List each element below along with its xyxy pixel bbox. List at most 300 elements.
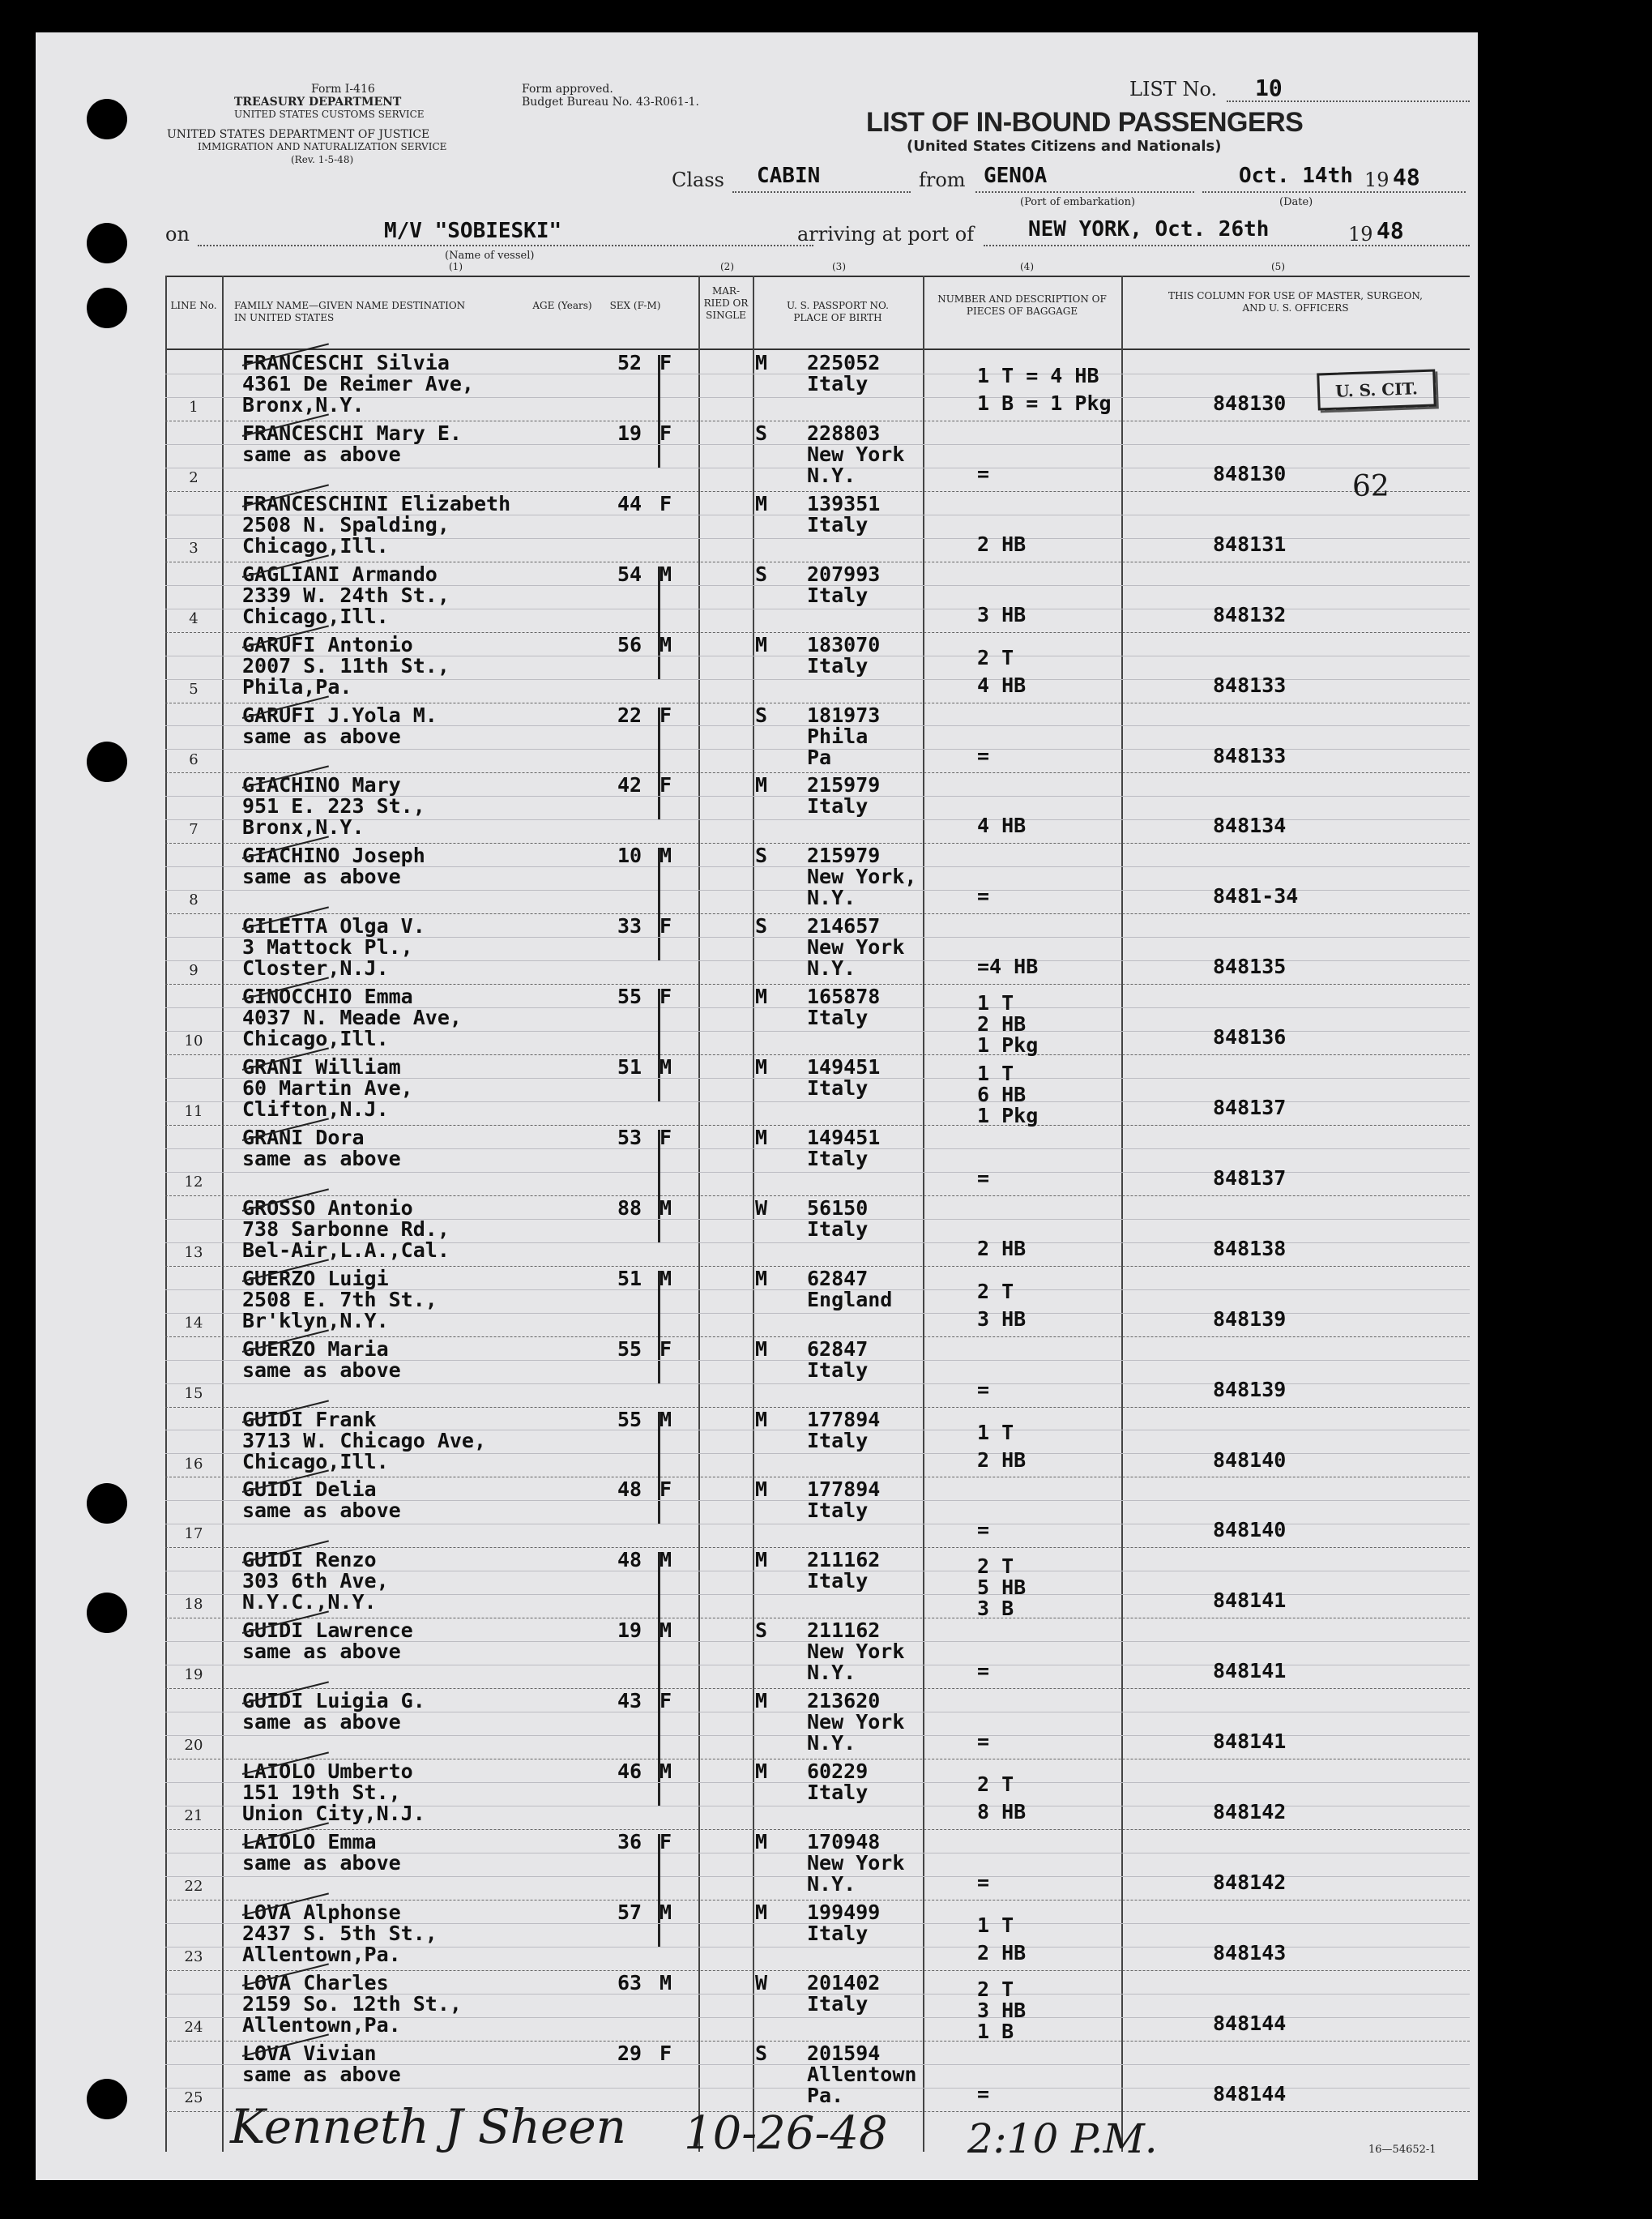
marital-status: M <box>755 1477 768 1502</box>
arriving-line <box>984 245 1470 246</box>
date-line <box>1202 191 1466 193</box>
baggage-item: 1 T <box>977 991 1014 1015</box>
line-number: 23 <box>184 1948 203 1965</box>
passenger-name: GUERZO Maria <box>242 1336 389 1361</box>
passport-number: 139351 <box>807 491 881 515</box>
passport-number: 62847 <box>807 1336 869 1361</box>
age: 88 <box>617 1195 642 1220</box>
us-citizen-stamp: U. S. CIT. <box>1317 369 1436 410</box>
page-title: LIST OF IN-BOUND PASSENGERS <box>866 107 1304 138</box>
destination-city: Union City,N.J. <box>242 1802 425 1825</box>
passenger-name: FRANCESCHINI Elizabeth <box>242 491 511 515</box>
sex: F <box>660 2041 672 2065</box>
class-line <box>732 191 911 193</box>
destination-address: same as above <box>242 1710 401 1734</box>
baggage-item: 2 T <box>977 1554 1014 1579</box>
officer-number: 848141 <box>1213 1588 1287 1613</box>
baggage-item: 4 HB <box>977 814 1027 838</box>
officer-number: 848131 <box>1213 532 1287 556</box>
sex: M <box>660 1055 672 1079</box>
passport-number: 207993 <box>807 562 881 586</box>
marital-status: M <box>755 985 768 1009</box>
treasury-dept: TREASURY DEPARTMENT <box>234 96 402 109</box>
arrival-port: NEW YORK, Oct. 26th <box>1028 217 1270 242</box>
line-number: 19 <box>184 1666 203 1684</box>
baggage-item: 2 T <box>977 1977 1014 2001</box>
officer-number: 848130 <box>1213 391 1287 415</box>
marital-status: M <box>755 1125 768 1149</box>
destination-city: Clifton,N.J. <box>242 1097 389 1121</box>
destination-city: Allentown,Pa. <box>242 1942 401 1966</box>
destination-city: Br'klyn,N.Y. <box>242 1308 389 1332</box>
baggage-item: 1 B = 1 Pkg <box>977 391 1112 415</box>
family-bracket <box>658 355 660 468</box>
officer-number: 848136 <box>1213 1025 1287 1050</box>
list-label: LIST No. <box>1129 78 1218 100</box>
line-number: 25 <box>184 2089 203 2106</box>
form-number: Form I-416 <box>311 83 375 96</box>
baggage-item: =4 HB <box>977 955 1039 979</box>
baggage-item: 8 HB <box>977 1800 1027 1824</box>
header-baggage: NUMBER AND DESCRIPTION OF PIECES OF BAGGAGE <box>937 293 1107 317</box>
destination-city: Bronx,N.Y. <box>242 393 365 417</box>
place-of-birth: New York <box>807 1850 905 1875</box>
sex: M <box>660 1900 672 1924</box>
marital-status: M <box>755 773 768 797</box>
marital-status: M <box>755 1829 768 1853</box>
baggage-item: = <box>977 461 990 485</box>
list-number: 10 <box>1255 75 1283 101</box>
passenger-name: GARUFI Antonio <box>242 632 413 656</box>
place-of-birth: Italy <box>807 583 869 607</box>
age: 55 <box>617 985 642 1009</box>
officer-number: 848139 <box>1213 1377 1287 1401</box>
passenger-name: GUIDI Frank <box>242 1407 377 1431</box>
destination-address: same as above <box>242 2062 401 2086</box>
baggage-item: = <box>977 1659 990 1683</box>
baggage-item: = <box>977 2081 990 2106</box>
col-divider-officers <box>1121 276 1123 2152</box>
sex: M <box>660 844 672 868</box>
family-bracket <box>658 848 660 960</box>
officer-number: 848141 <box>1213 1659 1287 1683</box>
baggage-item: 1 T <box>977 1062 1014 1085</box>
marital-status: S <box>755 703 768 727</box>
passenger-name: LOVA Alphonse <box>242 1900 401 1924</box>
line-number: 9 <box>189 962 198 980</box>
passport-number: 201594 <box>807 2041 881 2065</box>
line-number: 24 <box>184 2018 203 2036</box>
sex: F <box>660 1829 672 1853</box>
baggage-item: 1 T <box>977 1913 1014 1937</box>
destination-address: same as above <box>242 1640 401 1664</box>
place-of-birth: Italy <box>807 1499 869 1523</box>
age: 22 <box>617 703 642 727</box>
class-label: Class <box>672 169 724 191</box>
line-number: 21 <box>184 1807 203 1824</box>
age: 51 <box>617 1055 642 1079</box>
baggage-item: 2 T <box>977 1772 1014 1796</box>
destination-address: 738 Sarbonne Rd., <box>242 1216 450 1241</box>
col-divider-line <box>165 276 167 2152</box>
passenger-name: LAIOLO Umberto <box>242 1759 413 1783</box>
place-of-birth-state: N.Y. <box>807 886 856 910</box>
destination-city: Phila,Pa. <box>242 674 352 699</box>
marital-status: M <box>755 1055 768 1079</box>
col-divider-baggage <box>923 276 924 2152</box>
destination-city: N.Y.C.,N.Y. <box>242 1590 377 1614</box>
on-label: on <box>165 223 190 246</box>
officer-number: 8481-34 <box>1213 884 1299 909</box>
marital-status: M <box>755 1548 768 1572</box>
age: 48 <box>617 1548 642 1572</box>
destination-address: 2508 E. 7th St., <box>242 1287 438 1311</box>
sex: M <box>660 562 672 586</box>
destination-address: 2339 W. 24th St., <box>242 583 450 607</box>
place-of-birth: Italy <box>807 1781 869 1804</box>
destination-city: Chicago,Ill. <box>242 533 389 558</box>
age: 51 <box>617 1266 642 1290</box>
officer-number: 848140 <box>1213 1447 1287 1472</box>
age: 10 <box>617 844 642 868</box>
baggage-item: 1 T <box>977 1420 1014 1444</box>
officer-number: 848133 <box>1213 673 1287 697</box>
passport-number: 60229 <box>807 1759 869 1783</box>
destination-city: Chicago,Ill. <box>242 1449 389 1473</box>
officer-number: 848137 <box>1213 1165 1287 1190</box>
ins-service: IMMIGRATION AND NATURALIZATION SERVICE <box>198 141 447 152</box>
baggage-item: = <box>977 1377 990 1401</box>
destination-city: Closter,N.J. <box>242 956 389 981</box>
destination-city: Chicago,Ill. <box>242 1027 389 1051</box>
passport-number: 225052 <box>807 351 881 374</box>
passenger-name: GILETTA Olga V. <box>242 914 425 938</box>
line-number: 3 <box>189 539 198 557</box>
arr-year-prefix: 19 <box>1348 223 1373 246</box>
age: 54 <box>617 562 642 586</box>
officer-number: 848142 <box>1213 1800 1287 1824</box>
passport-number: 183070 <box>807 632 881 656</box>
baggage-item: = <box>977 1870 990 1894</box>
signature-date: 10-26-48 <box>684 2107 888 2160</box>
port-of-embarkation: GENOA <box>984 164 1048 188</box>
destination-address: 60 Martin Ave, <box>242 1076 413 1100</box>
marital-status: M <box>755 1900 768 1924</box>
destination-address: 303 6th Ave, <box>242 1569 389 1593</box>
page-subtitle: (United States Citizens and Nationals) <box>907 138 1222 155</box>
passport-number: 181973 <box>807 703 881 727</box>
destination-address: same as above <box>242 1850 401 1875</box>
age: 33 <box>617 914 642 938</box>
family-bracket <box>658 1412 660 1524</box>
baggage-item: = <box>977 1729 990 1754</box>
sex: F <box>660 773 672 797</box>
baggage-item: = <box>977 884 990 909</box>
line-number: 1 <box>189 399 198 416</box>
line-number: 14 <box>184 1314 203 1332</box>
family-bracket <box>658 1271 660 1383</box>
destination-address: 2007 S. 11th St., <box>242 653 450 678</box>
destination-address: 4037 N. Meade Ave, <box>242 1006 462 1030</box>
line-number: 4 <box>189 609 198 627</box>
age: 44 <box>617 491 642 515</box>
place-of-birth: Italy <box>807 372 869 395</box>
passport-number: 215979 <box>807 844 881 868</box>
baggage-item: 2 HB <box>977 532 1027 556</box>
line-number: 8 <box>189 891 198 909</box>
arriving-label: arriving at port of <box>797 223 975 246</box>
baggage-item: 3 B <box>977 1597 1014 1621</box>
place-of-birth-state: N.Y. <box>807 1661 856 1685</box>
passenger-name: GUERZO Luigi <box>242 1266 389 1290</box>
age: 19 <box>617 1618 642 1643</box>
officer-number: 848133 <box>1213 743 1287 767</box>
line-number: 10 <box>184 1033 203 1050</box>
marital-status: M <box>755 491 768 515</box>
place-of-birth: New York <box>807 1640 905 1664</box>
marital-status: W <box>755 1195 768 1220</box>
marital-status: M <box>755 1336 768 1361</box>
line-number: 16 <box>184 1455 203 1473</box>
age: 55 <box>617 1336 642 1361</box>
sex: M <box>660 1759 672 1783</box>
passenger-name: FRANCESCHI Silvia <box>242 351 450 374</box>
age: 36 <box>617 1829 642 1853</box>
place-of-birth-state: N.Y. <box>807 463 856 487</box>
marital-status: M <box>755 1689 768 1713</box>
destination-address: 4361 De Reimer Ave, <box>242 372 474 395</box>
family-bracket <box>658 989 660 1101</box>
col-divider-married <box>698 276 700 2152</box>
passport-number: 62847 <box>807 1266 869 1290</box>
place-of-birth: England <box>807 1287 893 1311</box>
header-married: MAR-RIED OR SINGLE <box>703 285 749 321</box>
passport-number: 177894 <box>807 1477 881 1502</box>
place-of-birth: Italy <box>807 512 869 537</box>
sex: F <box>660 351 672 374</box>
line-number: 22 <box>184 1877 203 1895</box>
marital-status: W <box>755 1970 768 1995</box>
place-of-birth: Italy <box>807 1076 869 1100</box>
marital-status: M <box>755 1266 768 1290</box>
header-age: AGE (Years) <box>532 300 592 311</box>
baggage-item: = <box>977 1165 990 1190</box>
place-of-birth: Italy <box>807 1216 869 1241</box>
officer-number: 848141 <box>1213 1729 1287 1754</box>
place-of-birth-state: N.Y. <box>807 1731 856 1755</box>
sex: F <box>660 1477 672 1502</box>
passenger-name: LOVA Vivian <box>242 2041 377 2065</box>
embark-year: 48 <box>1393 164 1420 190</box>
col-index-4: (4) <box>1020 261 1034 272</box>
baggage-item: 3 HB <box>977 1998 1027 2022</box>
place-of-birth: Italy <box>807 1991 869 2016</box>
officer-number: 848144 <box>1213 2011 1287 2035</box>
destination-city: Allentown,Pa. <box>242 2012 401 2037</box>
marital-status: S <box>755 1618 768 1643</box>
passport-number: 211162 <box>807 1618 881 1643</box>
destination-address: same as above <box>242 1357 401 1382</box>
margin-note: 62 <box>1352 470 1389 503</box>
baggage-item: 2 HB <box>977 1940 1027 1965</box>
passport-number: 199499 <box>807 1900 881 1924</box>
passenger-name: GUIDI Renzo <box>242 1548 377 1572</box>
officer-number: 848132 <box>1213 602 1287 626</box>
baggage-item: 2 HB <box>977 1236 1027 1260</box>
baggage-item: 2 T <box>977 1279 1014 1303</box>
sex: F <box>660 1689 672 1713</box>
destination-address: same as above <box>242 724 401 748</box>
punch-hole <box>87 2079 127 2119</box>
officer-number: 848134 <box>1213 814 1287 838</box>
justice-dept: UNITED STATES DEPARTMENT OF JUSTICE <box>167 128 430 141</box>
marital-status: S <box>755 844 768 868</box>
signature-time: 2:10 P.M. <box>967 2115 1158 2162</box>
sex: F <box>660 1125 672 1149</box>
family-bracket <box>658 1130 660 1242</box>
embark-date: Oct. 14th <box>1239 164 1353 188</box>
punch-hole <box>87 1483 127 1524</box>
destination-address: 951 E. 223 St., <box>242 794 425 819</box>
line-number: 12 <box>184 1173 203 1191</box>
passport-number: 149451 <box>807 1125 881 1149</box>
baggage-item: 3 HB <box>977 1306 1027 1331</box>
marital-status: M <box>755 1759 768 1783</box>
officer-number: 848135 <box>1213 955 1287 979</box>
baggage-item: 5 HB <box>977 1576 1027 1600</box>
age: 46 <box>617 1759 642 1783</box>
age: 42 <box>617 773 642 797</box>
sex: F <box>660 985 672 1009</box>
vessel-line <box>198 245 813 246</box>
date-year-prefix: 19 <box>1364 169 1389 191</box>
table-header-border <box>165 348 1470 350</box>
passport-number: 213620 <box>807 1689 881 1713</box>
destination-address: 2508 N. Spalding, <box>242 512 450 537</box>
place-of-birth-state: Pa <box>807 745 832 769</box>
family-bracket <box>658 1834 660 1947</box>
sex: M <box>660 1548 672 1572</box>
destination-address: 3 Mattock Pl., <box>242 935 413 960</box>
place-of-birth: New York <box>807 1710 905 1734</box>
passport-number: 149451 <box>807 1055 881 1079</box>
punch-hole <box>87 742 127 782</box>
age: 55 <box>617 1407 642 1431</box>
line-number: 11 <box>184 1103 203 1120</box>
sex: M <box>660 1407 672 1431</box>
place-of-birth: Italy <box>807 1921 869 1945</box>
table-top-border <box>165 276 1470 277</box>
baggage-item: 2 HB <box>977 1012 1027 1037</box>
age: 29 <box>617 2041 642 2065</box>
passport-number: 170948 <box>807 1829 881 1853</box>
sex: F <box>660 491 672 515</box>
destination-address: 3713 W. Chicago Ave, <box>242 1428 487 1452</box>
place-of-birth: Italy <box>807 1428 869 1452</box>
officer-number: 848140 <box>1213 1518 1287 1542</box>
family-bracket <box>658 708 660 820</box>
place-of-birth: Italy <box>807 1357 869 1382</box>
baggage-item: 1 Pkg <box>977 1033 1039 1058</box>
passenger-name: GROSSO Antonio <box>242 1195 413 1220</box>
line-number: 15 <box>184 1384 203 1402</box>
age: 53 <box>617 1125 642 1149</box>
marital-status: S <box>755 2041 768 2065</box>
embark-caption: (Port of embarkation) <box>1020 196 1136 208</box>
officer-number: 848142 <box>1213 1870 1287 1894</box>
officer-number: 848138 <box>1213 1236 1287 1260</box>
destination-address: 151 19th St., <box>242 1781 401 1804</box>
passenger-name: GUIDI Delia <box>242 1477 377 1502</box>
passport-number: 228803 <box>807 421 881 445</box>
baggage-item: 1 T = 4 HB <box>977 364 1099 387</box>
passenger-name: GARUFI J.Yola M. <box>242 703 438 727</box>
baggage-item: 6 HB <box>977 1083 1027 1106</box>
budget-bureau: Budget Bureau No. 43-R061-1. <box>522 96 699 109</box>
col-index-1: (1) <box>449 261 463 272</box>
sex: M <box>660 1266 672 1290</box>
line-number: 18 <box>184 1596 203 1614</box>
officer-number: 848137 <box>1213 1096 1287 1119</box>
place-of-birth: New York <box>807 935 905 960</box>
vessel-caption: (Name of vessel) <box>445 250 535 262</box>
baggage-item: 1 B <box>977 2019 1014 2043</box>
age: 57 <box>617 1900 642 1924</box>
place-of-birth: Italy <box>807 1146 869 1170</box>
punch-hole <box>87 1593 127 1633</box>
line-number: 17 <box>184 1525 203 1543</box>
line-number: 13 <box>184 1243 203 1261</box>
header-name: FAMILY NAME—GIVEN NAME DESTINATION IN UNITED STATES <box>234 300 466 323</box>
passenger-name: FRANCESCHI Mary E. <box>242 421 462 445</box>
place-of-birth: New York <box>807 442 905 466</box>
sex: F <box>660 421 672 445</box>
col-index-5: (5) <box>1271 261 1285 272</box>
passenger-name: GIACHINO Mary <box>242 773 401 797</box>
passport-number: 215979 <box>807 773 881 797</box>
marital-status: M <box>755 1407 768 1431</box>
age: 56 <box>617 632 642 656</box>
place-of-birth: New York, <box>807 865 917 889</box>
line-number: 5 <box>189 680 198 698</box>
col-divider-name <box>222 276 224 2152</box>
place-of-birth: Italy <box>807 794 869 819</box>
passenger-name: GINOCCHIO Emma <box>242 985 413 1009</box>
sex: M <box>660 1970 672 1995</box>
baggage-item: = <box>977 1518 990 1542</box>
place-of-birth: Allentown <box>807 2062 917 2086</box>
age: 48 <box>617 1477 642 1502</box>
passenger-name: GIACHINO Joseph <box>242 844 425 868</box>
line-number: 7 <box>189 821 198 839</box>
destination-address: same as above <box>242 1499 401 1523</box>
line-number: 6 <box>189 750 198 768</box>
destination-city: Bel-Air,L.A.,Cal. <box>242 1238 450 1262</box>
place-of-birth-state: N.Y. <box>807 1871 856 1896</box>
destination-address: 2159 So. 12th St., <box>242 1991 462 2016</box>
passenger-name: GUIDI Lawrence <box>242 1618 413 1643</box>
line-number: 2 <box>189 468 198 486</box>
officer-number: 848143 <box>1213 1940 1287 1965</box>
family-bracket <box>658 1693 660 1806</box>
passport-number: 211162 <box>807 1548 881 1572</box>
age: 43 <box>617 1689 642 1713</box>
marital-status: S <box>755 562 768 586</box>
place-of-birth: Italy <box>807 653 869 678</box>
officer-signature: Kenneth J Sheen <box>230 2099 627 2154</box>
officer-number: 848130 <box>1213 461 1287 485</box>
arrival-year: 48 <box>1377 217 1404 244</box>
